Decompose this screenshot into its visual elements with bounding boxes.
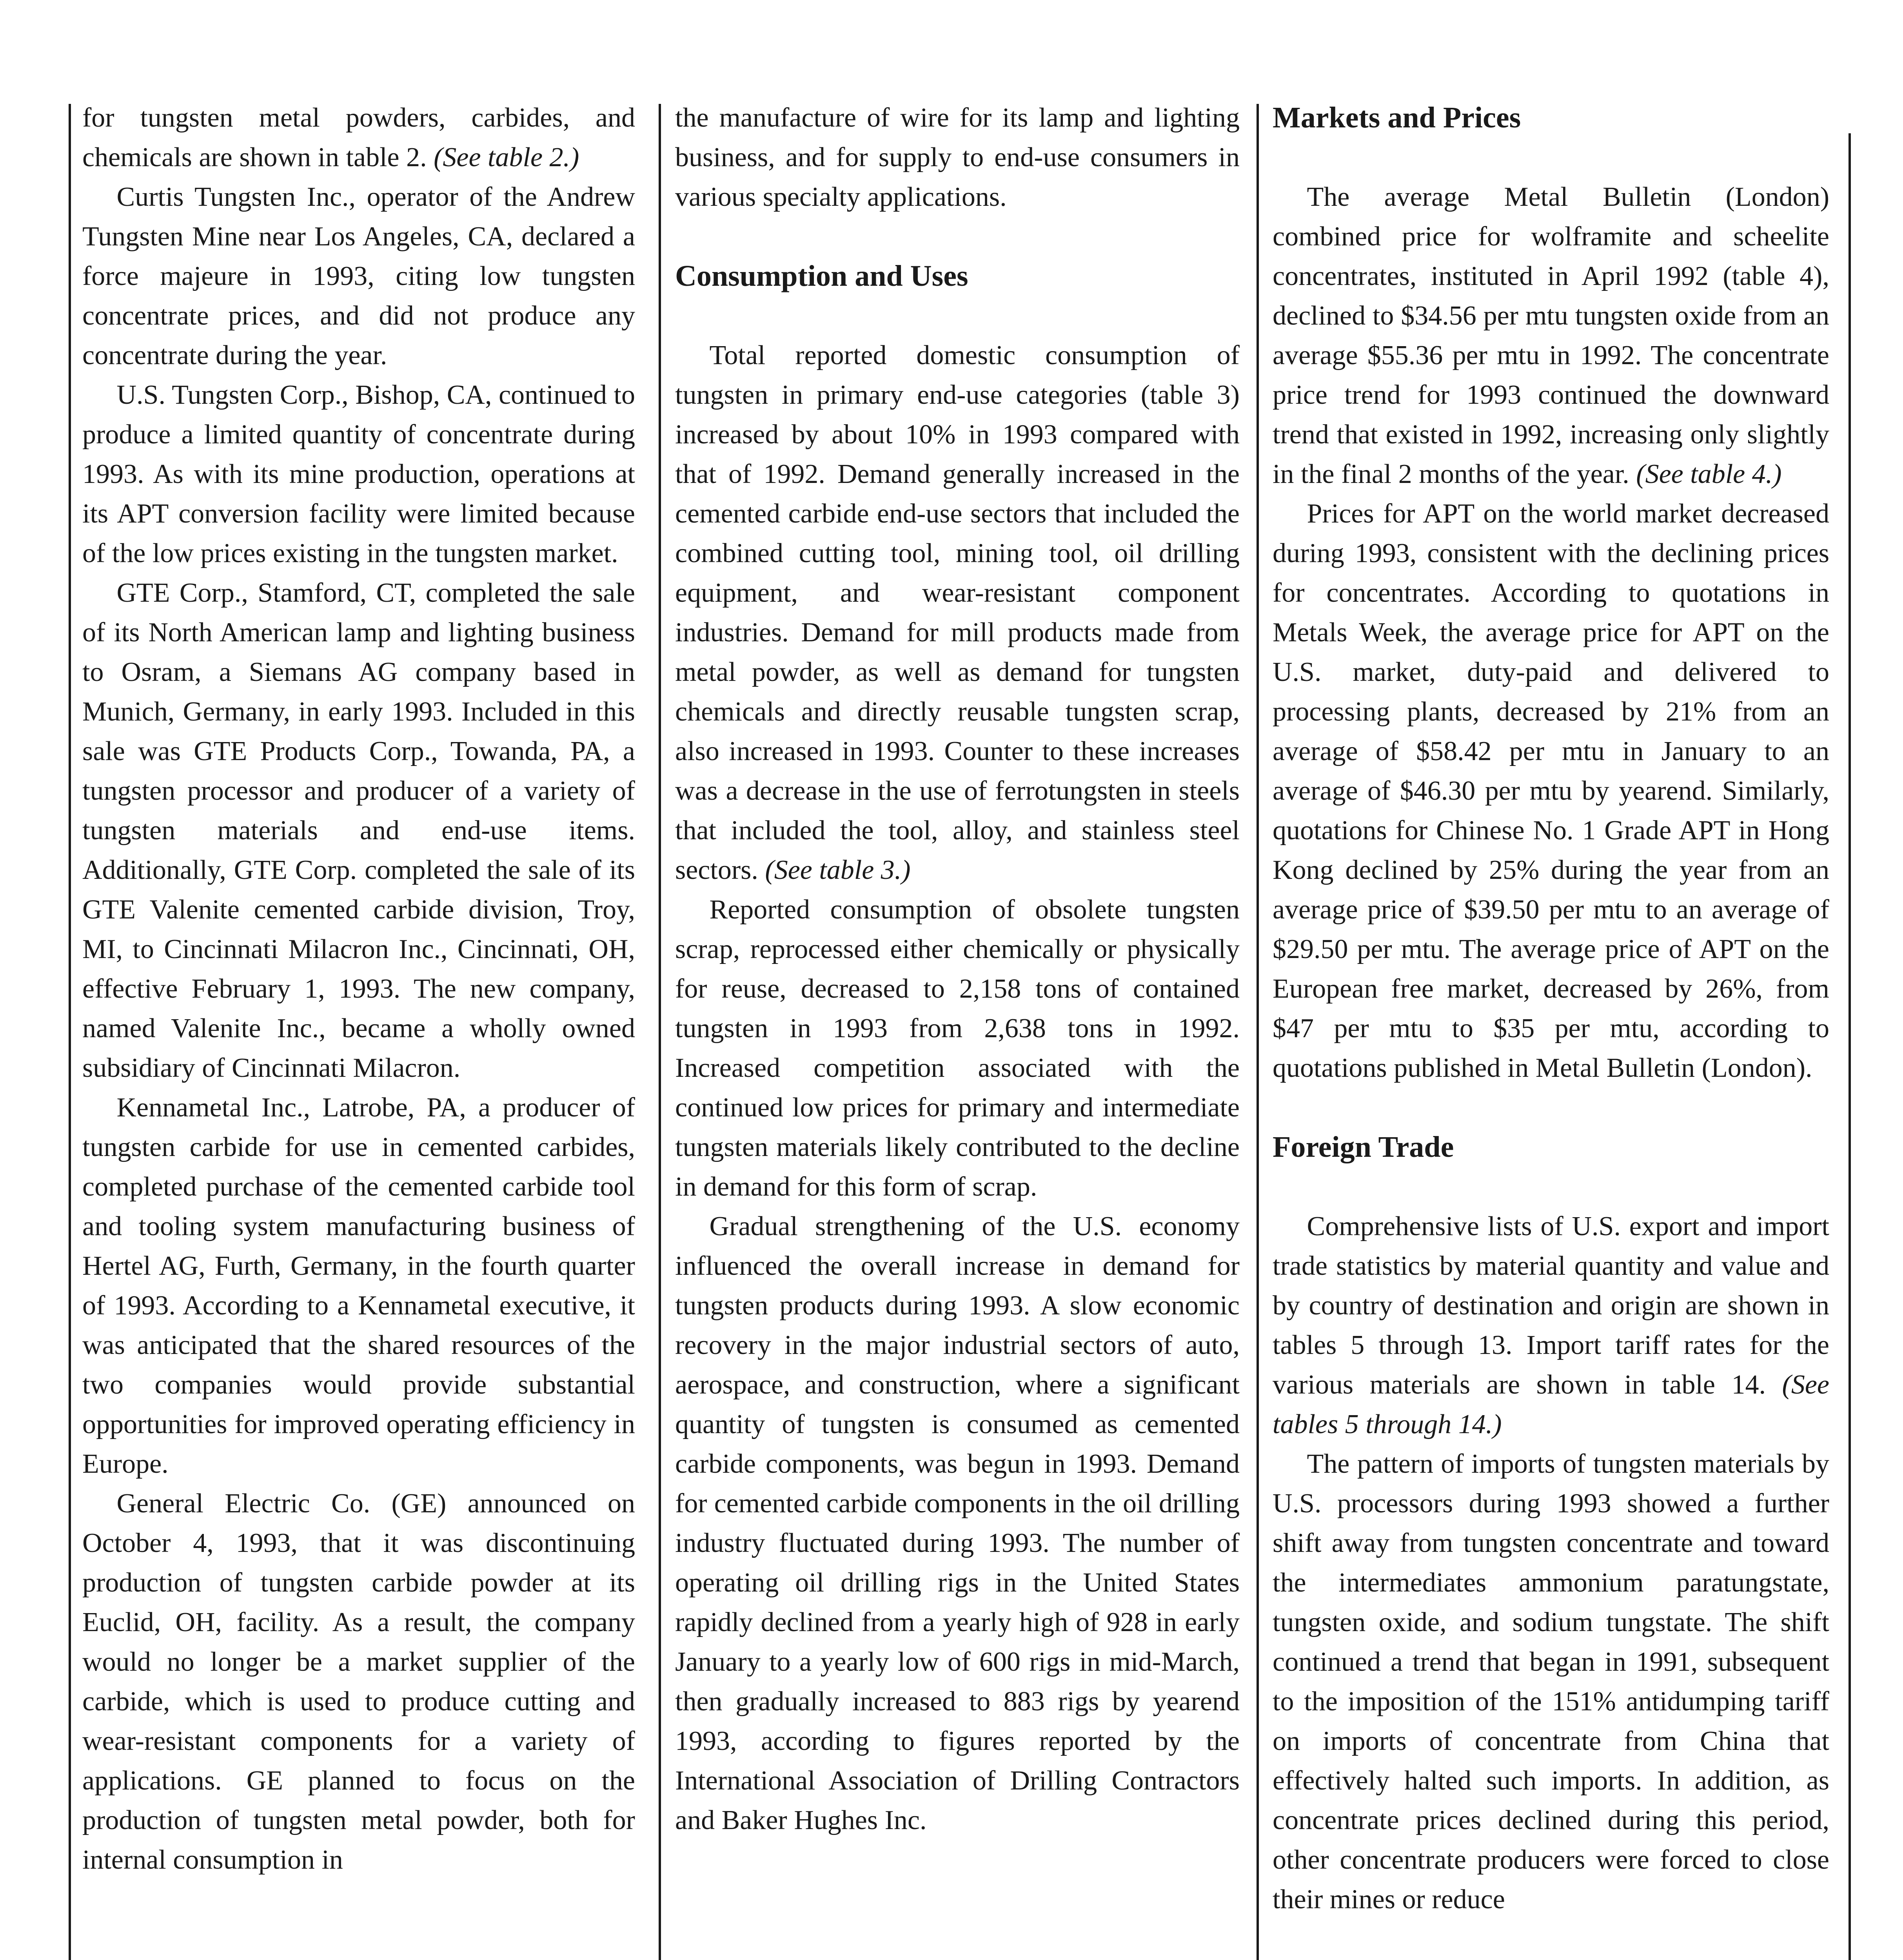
section-heading-consumption: Consumption and Uses: [675, 260, 968, 292]
paragraph: Curtis Tungsten Inc., operator of the Andrew Tungsten Mine near Los Angeles, CA, declared a force majeure in 1993, citing low tungsten concentrate prices, and did not produce any concentrate during the year.: [82, 182, 635, 370]
paragraph: Prices for APT on the world market decreased during 1993, consistent with the declining prices for concentrates. According to quotations in Metals Week, the average price for APT on the U.S. market, duty-paid and delivered to processing plants, decreased by 21% from an average of $58.42 per mtu in January to an average of $46.30 per mtu by yearend. Similarly, quotations for Chinese No. 1 Grade APT in Hong Kong declined by 25% during the year from an average price of $39.50 per mtu to an average of $29.50 per mtu. The average price of APT on the European free market, decreased by 26%, from $47 per mtu to $35 per mtu, according to quotations published in Metal Bulletin (London).: [1273, 499, 1829, 1083]
paragraph: Kennametal Inc., Latrobe, PA, a producer of tungsten carbide for use in cemented carbides, completed purchase of the cemented carbide tool and tooling system manufacturing business of Hertel AG, Furth, Germany, in the fourth quarter of 1993. According to a Kennametal executive, it was anticipated that the shared resources of the two companies would provide substantial opportunities for improved operating efficiency in Europe.: [82, 1093, 635, 1479]
paragraph: U.S. Tungsten Corp., Bishop, CA, continued to produce a limited quantity of concentrate during 1993. As with its mine production, operations at its APT conversion facility were limited because of the low prices existing in the tungsten market.: [82, 380, 635, 568]
paragraph: [1273, 1207, 1829, 1444]
paragraph: [1273, 177, 1829, 494]
section-heading-foreign-trade: Foreign Trade: [1273, 1131, 1454, 1163]
paragraph-text: The average Metal Bulletin (London) combined price for wolframite and scheelite concentrates, instituted in April 1992 (table 4), declined to $34.56 per mtu tungsten oxide from an average $55.36 per mtu in 1992. The concentrate price trend for 1993 continued the downward trend that existed in 1992, increasing only slightly in the final 2 months of the year.: [1273, 182, 1829, 489]
paragraph: General Electric Co. (GE) announced on October 4, 1993, that it was discontinuing production of tungsten carbide powder at its Euclid, OH, facility. As a result, the company would no longer be a market supplier of the carbide, which is used to produce cutting and wear-resistant components for a variety of applications. GE planned to focus on the production of tungsten metal powder, both for internal consumption in: [82, 1488, 635, 1875]
column-rule-center-left: [659, 104, 661, 1960]
table-reference: (See table 4.): [1636, 459, 1782, 489]
text-column-1: [82, 98, 635, 1960]
column-rule-left: [69, 104, 71, 1960]
paragraph: GTE Corp., Stamford, CT, completed the sale of its North American lamp and lighting business to Osram, a Siemans AG company based in Munich, Germany, in early 1993. Included in this sale was GTE Products Corp., Towanda, PA, a tungsten processor and producer of a variety of tungsten materials and end-use items. Additionally, GTE Corp. completed the sale of its GTE Valenite cemented carbide division, Troy, MI, to Cincinnati Milacron Inc., Cincinnati, OH, effective February 1, 1993. The new company, named Valenite Inc., became a wholly owned subsidiary of Cincinnati Milacron.: [82, 578, 635, 1083]
paragraph: The pattern of imports of tungsten materials by U.S. processors during 1993 showed a further shift away from tungsten concentrate and toward the intermediates ammonium paratungstate, tungsten oxide, and sodium tungstate. The shift continued a trend that began in 1991, subsequent to the imposition of the 151% antidumping tariff on imports of concentrate from China that effectively halted such imports. In addition, as concentrate prices declined during this period, other concentrate producers were forced to close their mines or reduce: [1273, 1449, 1829, 1915]
paragraph: Reported consumption of obsolete tungsten scrap, reprocessed either chemically or physically for reuse, decreased to 2,158 tons of contained tungsten in 1993 from 2,638 tons in 1992. Increased competition associated with the continued low prices for primary and intermediate tungsten materials likely contributed to the decline in demand for this form of scrap.: [675, 895, 1240, 1202]
column-rule-right: [1849, 133, 1851, 1960]
paragraph: the manufacture of wire for its lamp and lighting business, and for supply to end-use consumers in various specialty applications.: [675, 103, 1240, 212]
paragraph-text: for tungsten metal powders, carbides, and chemicals are shown in table 2.: [82, 103, 635, 172]
table-reference: (See table 2.): [434, 142, 579, 172]
paragraph-text: Total reported domestic consumption of tungsten in primary end-use categories (table 3) increased by about 10% in 1993 compared with that of 1992. Demand generally increased in the cemented carbide end-use sectors that included the combined cutting tool, mining tool, oil drilling equipment, and wear-resistant component industries. Demand for mill products made from metal powder, as well as demand for tungsten chemicals and directly reusable tungsten scrap, also increased in 1993. Counter to these increases was a decrease in the use of ferrotungsten in steels that included the tool, alloy, and stainless steel sectors.: [675, 340, 1240, 885]
text-column-2: [675, 98, 1240, 1960]
paragraph: [82, 98, 635, 177]
paragraph: [675, 336, 1240, 890]
column-rule-center-right: [1257, 104, 1259, 1960]
section-heading-markets: Markets and Prices: [1273, 101, 1521, 134]
paragraph-text: Comprehensive lists of U.S. export and import trade statistics by material quantity and value and by country of destination and origin are shown in tables 5 through 13. Import tariff rates for the various materials are shown in table 14.: [1273, 1211, 1829, 1400]
text-column-3: [1273, 98, 1829, 1960]
table-reference: (See tables 5 through 14.): [1273, 1370, 1829, 1439]
table-reference: (See table 3.): [765, 855, 911, 885]
paragraph: Gradual strengthening of the U.S. economy influenced the overall increase in demand for tungsten products during 1993. A slow economic recovery in the major industrial sectors of auto, aerospace, and construction, where a significant quantity of tungsten is consumed as cemented carbide components, was begun in 1993. Demand for cemented carbide components in the oil drilling industry fluctuated during 1993. The number of operating oil drilling rigs in the United States rapidly declined from a yearly high of 928 in early January to a yearly low of 600 rigs in mid-March, then gradually increased to 883 rigs by yearend 1993, according to figures reported by the International Association of Drilling Contractors and Baker Hughes Inc.: [675, 1211, 1240, 1835]
